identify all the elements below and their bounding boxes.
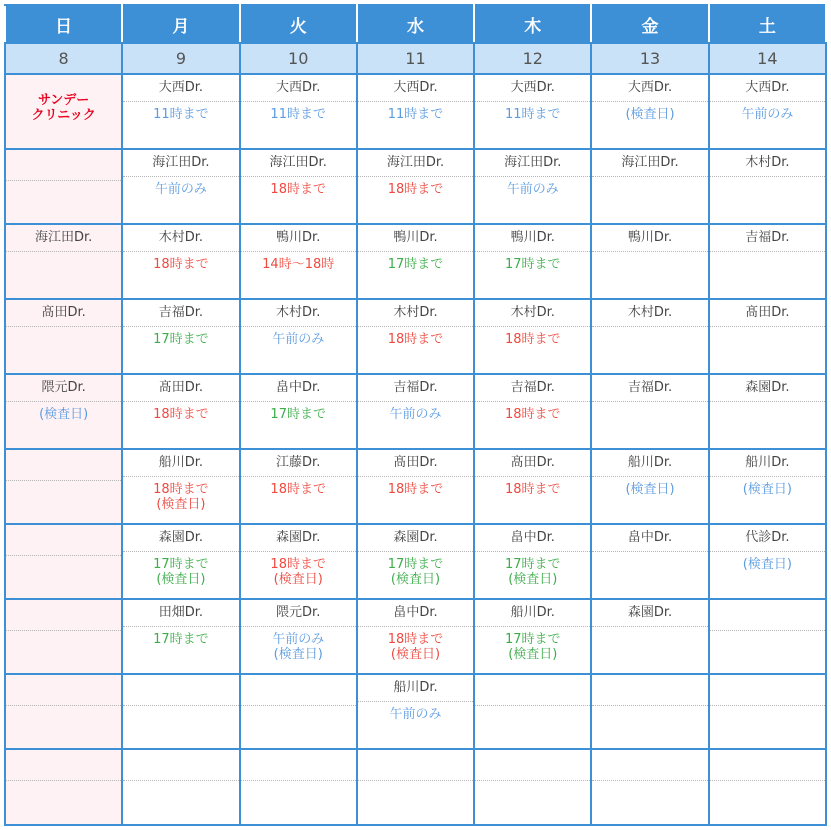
schedule-cell	[5, 224, 122, 299]
doctor-name: 畠中Dr.	[358, 600, 473, 627]
shift-note: (検査日)	[625, 107, 675, 122]
shift-note	[592, 327, 707, 332]
empty-slot	[123, 675, 238, 706]
empty-slot	[592, 675, 707, 706]
schedule-cell	[591, 74, 708, 149]
doctor-name: 鴨川Dr.	[241, 225, 356, 252]
shift-note	[592, 252, 707, 257]
doctor-name: 吉福Dr.	[358, 375, 473, 402]
schedule-cell	[591, 374, 708, 449]
shift-note: 17時まで (検査日)	[153, 557, 209, 587]
shift-note: 11時まで	[387, 107, 444, 122]
sunday-clinic-label: サンデー クリニック	[31, 93, 96, 123]
schedule-cell	[709, 674, 826, 749]
schedule-cell	[240, 74, 357, 149]
shift-note: 11時まで	[504, 107, 561, 122]
date-cell-3: 11	[357, 43, 474, 74]
empty-slot	[710, 675, 825, 706]
shift-note: (検査日)	[625, 482, 675, 497]
schedule-row	[5, 674, 826, 749]
schedule-row	[5, 599, 826, 674]
empty-slot	[6, 525, 121, 556]
schedule-cell	[709, 299, 826, 374]
schedule-cell	[474, 224, 591, 299]
doctor-name: 鴨川Dr.	[592, 225, 707, 252]
doctor-name: 吉福Dr.	[123, 300, 238, 327]
doctor-name: 木村Dr.	[710, 150, 825, 177]
shift-note: (検査日)	[39, 407, 89, 422]
schedule-cell	[591, 449, 708, 524]
shift-note: 午前のみ	[506, 182, 559, 197]
shift-note	[710, 177, 825, 182]
doctor-name: 髙田Dr.	[475, 450, 590, 477]
doctor-name: 船川Dr.	[358, 675, 473, 702]
shift-note: 18時まで (検査日)	[153, 482, 209, 512]
schedule-row	[5, 299, 826, 374]
doctor-name: 田畑Dr.	[123, 600, 238, 627]
shift-note	[6, 252, 121, 257]
schedule-cell	[709, 449, 826, 524]
schedule-cell	[5, 149, 122, 224]
doctor-name: 大西Dr.	[592, 75, 707, 102]
date-cell-1: 9	[122, 43, 239, 74]
shift-note: 18時まで	[270, 482, 326, 497]
doctor-name: 海江田Dr.	[123, 150, 238, 177]
doctor-name: 海江田Dr.	[592, 150, 707, 177]
shift-note: 18時まで	[153, 257, 209, 272]
shift-note: 17時まで	[270, 407, 326, 422]
schedule-cell	[122, 149, 239, 224]
doctor-name: 大西Dr.	[123, 75, 238, 102]
shift-note: (検査日)	[742, 482, 792, 497]
schedule-cell	[122, 599, 239, 674]
weekday-header-0: 日	[5, 5, 122, 43]
schedule-cell	[591, 149, 708, 224]
schedule-row	[5, 749, 826, 825]
schedule-cell	[474, 599, 591, 674]
date-cell-0: 8	[5, 43, 122, 74]
weekday-header-3: 水	[357, 5, 474, 43]
schedule-cell	[5, 74, 122, 149]
schedule-cell	[357, 599, 474, 674]
doctor-name: 吉福Dr.	[592, 375, 707, 402]
empty-slot	[592, 750, 707, 781]
doctor-name: 森園Dr.	[358, 525, 473, 552]
shift-note: 17時まで	[153, 632, 209, 647]
empty-slot	[710, 600, 825, 631]
schedule-cell	[357, 74, 474, 149]
doctor-name: 船川Dr.	[123, 450, 238, 477]
schedule-cell	[474, 524, 591, 599]
date-cell-5: 13	[591, 43, 708, 74]
schedule-cell	[709, 74, 826, 149]
doctor-name: 吉福Dr.	[710, 225, 825, 252]
shift-note: 17時まで	[504, 257, 561, 272]
schedule-cell	[591, 224, 708, 299]
schedule-cell	[591, 599, 708, 674]
shift-note: 18時まで	[387, 482, 444, 497]
doctor-name: 森園Dr.	[710, 375, 825, 402]
empty-slot	[241, 675, 356, 706]
schedule-cell	[5, 374, 122, 449]
shift-note: 18時まで (検査日)	[387, 632, 444, 662]
doctor-name: 海江田Dr.	[358, 150, 473, 177]
schedule-cell	[357, 524, 474, 599]
schedule-cell	[240, 224, 357, 299]
doctor-name: 代診Dr.	[710, 525, 825, 552]
date-cell-6: 14	[709, 43, 826, 74]
schedule-cell	[5, 749, 122, 825]
schedule-cell	[240, 674, 357, 749]
shift-note	[710, 402, 825, 407]
weekday-header-5: 金	[591, 5, 708, 43]
shift-note: 午前のみ	[741, 107, 794, 122]
shift-note: 18時まで	[387, 182, 444, 197]
date-cell-4: 12	[474, 43, 591, 74]
schedule-cell	[240, 374, 357, 449]
schedule-cell	[122, 449, 239, 524]
schedule-row	[5, 224, 826, 299]
schedule-cell	[474, 74, 591, 149]
schedule-cell	[240, 524, 357, 599]
shift-note: 午前のみ	[272, 332, 325, 347]
shift-note	[710, 327, 825, 332]
shift-note	[592, 177, 707, 182]
doctor-name: 海江田Dr.	[6, 225, 121, 252]
shift-note: 14時～18時	[262, 257, 335, 272]
doctor-name: 大西Dr.	[710, 75, 825, 102]
doctor-name: 鴨川Dr.	[475, 225, 590, 252]
doctor-name: 吉福Dr.	[475, 375, 590, 402]
shift-note	[592, 552, 707, 557]
schedule-cell	[474, 374, 591, 449]
schedule-cell	[122, 224, 239, 299]
doctor-name: 森園Dr.	[123, 525, 238, 552]
empty-slot	[123, 750, 238, 781]
doctor-name: 木村Dr.	[358, 300, 473, 327]
doctor-name: 船川Dr.	[475, 600, 590, 627]
shift-note: 18時まで	[504, 407, 561, 422]
doctor-name: 隈元Dr.	[241, 600, 356, 627]
schedule-cell	[591, 299, 708, 374]
doctor-name: 隈元Dr.	[6, 375, 121, 402]
shift-note: 18時まで	[153, 407, 209, 422]
schedule-cell	[474, 149, 591, 224]
doctor-name: 畠中Dr.	[241, 375, 356, 402]
schedule-cell	[240, 299, 357, 374]
schedule-cell	[357, 224, 474, 299]
doctor-name: 船川Dr.	[710, 450, 825, 477]
doctor-name: 船川Dr.	[592, 450, 707, 477]
weekday-header-2: 火	[240, 5, 357, 43]
doctor-name: 畠中Dr.	[475, 525, 590, 552]
schedule-cell	[122, 374, 239, 449]
doctor-name: 木村Dr.	[123, 225, 238, 252]
shift-note: 18時まで	[387, 332, 444, 347]
schedule-cell	[474, 674, 591, 749]
shift-note: 18時まで	[504, 332, 561, 347]
empty-slot	[6, 675, 121, 706]
schedule-cell	[122, 299, 239, 374]
calendar-body	[5, 5, 826, 825]
shift-note: 17時まで (検査日)	[504, 557, 561, 587]
shift-note	[710, 252, 825, 257]
shift-note: 午前のみ	[154, 182, 207, 197]
shift-note	[6, 327, 121, 332]
shift-note: 11時まで	[270, 107, 326, 122]
schedule-cell	[240, 449, 357, 524]
schedule-cell	[240, 149, 357, 224]
shift-note: 午前のみ	[389, 707, 442, 722]
shift-note: 18時まで	[270, 182, 326, 197]
doctor-name: 髙田Dr.	[123, 375, 238, 402]
empty-slot	[475, 750, 590, 781]
doctor-name: 木村Dr.	[475, 300, 590, 327]
schedule-cell	[709, 224, 826, 299]
schedule-cell	[240, 749, 357, 825]
schedule-cell	[709, 599, 826, 674]
doctor-name: 畠中Dr.	[592, 525, 707, 552]
doctor-name: 海江田Dr.	[475, 150, 590, 177]
weekday-header-row	[5, 5, 826, 43]
empty-slot	[6, 450, 121, 481]
schedule-cell	[709, 374, 826, 449]
empty-slot	[6, 750, 121, 781]
empty-slot	[241, 750, 356, 781]
schedule-cell	[591, 674, 708, 749]
schedule-cell	[357, 374, 474, 449]
shift-note: 17時まで	[387, 257, 444, 272]
shift-note	[592, 627, 707, 632]
schedule-cell	[240, 599, 357, 674]
shift-note: (検査日)	[742, 557, 792, 572]
empty-slot	[6, 600, 121, 631]
schedule-cell	[357, 299, 474, 374]
weekday-header-1: 月	[122, 5, 239, 43]
schedule-cell	[357, 674, 474, 749]
schedule-row	[5, 74, 826, 149]
schedule-cell	[474, 299, 591, 374]
schedule-cell	[709, 149, 826, 224]
schedule-cell	[5, 599, 122, 674]
schedule-cell	[5, 674, 122, 749]
doctor-name: 木村Dr.	[241, 300, 356, 327]
schedule-cell	[122, 674, 239, 749]
doctor-name: 大西Dr.	[358, 75, 473, 102]
schedule-row	[5, 374, 826, 449]
doctor-name: 海江田Dr.	[241, 150, 356, 177]
shift-note	[592, 402, 707, 407]
shift-note: 17時まで	[153, 332, 209, 347]
shift-note: 17時まで (検査日)	[387, 557, 444, 587]
schedule-cell	[709, 524, 826, 599]
schedule-cell	[474, 449, 591, 524]
date-row	[5, 43, 826, 74]
doctor-name: 森園Dr.	[592, 600, 707, 627]
doctor-name: 大西Dr.	[241, 75, 356, 102]
empty-slot	[710, 750, 825, 781]
shift-note: 11時まで	[153, 107, 209, 122]
shift-note: 午前のみ	[389, 407, 442, 422]
shift-note: 18時まで	[504, 482, 561, 497]
shift-note: 17時まで (検査日)	[504, 632, 561, 662]
schedule-row	[5, 449, 826, 524]
schedule-cell	[5, 299, 122, 374]
shift-note: 午前のみ (検査日)	[272, 632, 325, 662]
schedule-cell	[474, 749, 591, 825]
schedule-cell	[357, 749, 474, 825]
schedule-cell	[5, 524, 122, 599]
doctor-name: 大西Dr.	[475, 75, 590, 102]
schedule-cell	[357, 449, 474, 524]
weekday-header-4: 木	[474, 5, 591, 43]
schedule-row	[5, 149, 826, 224]
schedule-cell	[122, 524, 239, 599]
schedule-cell	[122, 74, 239, 149]
schedule-cell	[591, 524, 708, 599]
empty-slot	[6, 150, 121, 181]
shift-note: 18時まで (検査日)	[270, 557, 326, 587]
date-cell-2: 10	[240, 43, 357, 74]
doctor-name: 髙田Dr.	[358, 450, 473, 477]
empty-slot	[475, 675, 590, 706]
schedule-cell	[357, 149, 474, 224]
schedule-cell	[5, 449, 122, 524]
empty-slot	[358, 750, 473, 781]
schedule-row	[5, 524, 826, 599]
schedule-cell	[591, 749, 708, 825]
schedule-cell	[122, 749, 239, 825]
doctor-name: 森園Dr.	[241, 525, 356, 552]
schedule-cell	[709, 749, 826, 825]
doctor-name: 木村Dr.	[592, 300, 707, 327]
doctor-name: 鴨川Dr.	[358, 225, 473, 252]
doctor-name: 髙田Dr.	[710, 300, 825, 327]
doctor-schedule-calendar	[4, 4, 827, 826]
doctor-name: 髙田Dr.	[6, 300, 121, 327]
weekday-header-6: 土	[709, 5, 826, 43]
doctor-name: 江藤Dr.	[241, 450, 356, 477]
